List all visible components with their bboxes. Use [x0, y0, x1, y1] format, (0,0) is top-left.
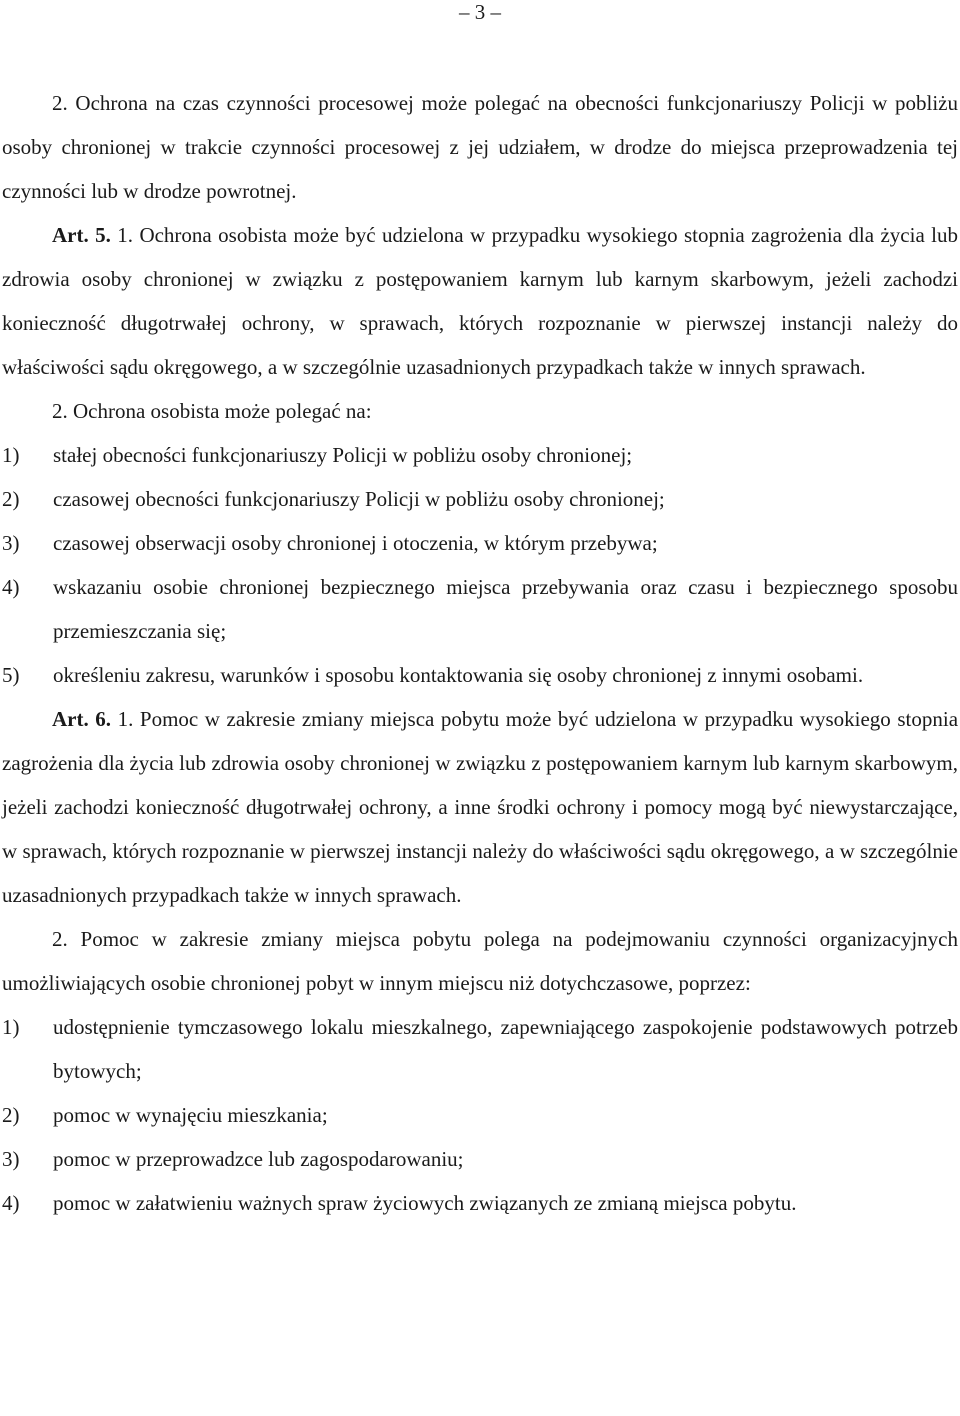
list-item-number: 3)	[2, 1147, 20, 1171]
list-item-number: 1)	[2, 1015, 20, 1039]
art6-paragraph-1	[2, 697, 958, 917]
list-item-text: stałej obecności funkcjonariuszy Policji w pobliżu osoby chronionej;	[53, 443, 633, 467]
list-item-text: udostępnienie tymczasowego lokalu mieszkalnego, zapewniającego zaspokojenie podstawowych potrzeb bytowych;	[53, 1015, 958, 1083]
list-item-text: pomoc w wynajęciu mieszkania;	[53, 1103, 328, 1127]
list-item-number: 4)	[2, 1191, 20, 1215]
art5-p1-text: 1. Ochrona osobista może być udzielona w przypadku wysokiego stopnia zagrożenia dla życia lub zdrowia osoby chronionej w związku z postępowaniem karnym lub karnym skarbowym, jeżeli zachodzi konieczność długotrwałej ochrony, w sprawach, których rozpoznanie w pierwszej instancji należy do właściwości sądu okręgowego, a w szczególnie uzasadnionych przypadkach także w innych sprawach.	[2, 223, 958, 379]
list-item-text: czasowej obserwacji osoby chronionej i otoczenia, w którym przebywa;	[53, 531, 658, 555]
art6-paragraph-2: 2. Pomoc w zakresie zmiany miejsca pobytu polega na podejmowaniu czynności organizacyjnych umożliwiających osobie chronionej pobyt w innym miejscu niż dotychczasowe, poprzez:	[2, 927, 958, 995]
document-body	[2, 81, 958, 1225]
art6-p1-text: 1. Pomoc w zakresie zmiany miejsca pobytu może być udzielona w przypadku wysokiego stopnia zagrożenia dla życia lub zdrowia osoby chronionej w związku z postępowaniem karnym lub karnym skarbowym, jeżeli zachodzi konieczność długotrwałej ochrony, a inne środki ochrony i pomocy mogą być niewystarczające, w sprawach, których rozpoznanie w pierwszej instancji należy do właściwości sądu okręgowego, a w szczególnie uzasadnionych przypadkach także w innych sprawach.	[2, 707, 959, 907]
list-item-number: 1)	[2, 443, 20, 467]
art4-paragraph-2: 2. Ochrona na czas czynności procesowej może polegać na obecności funkcjonariuszy Policji w pobliżu osoby chronionej w trakcie czynności procesowej z jej udziałem, w drodze do miejsca przeprowadzenia tej czynności lub w drodze powrotnej.	[2, 91, 958, 203]
art6-list	[2, 1005, 958, 1225]
list-item-number: 2)	[2, 487, 20, 511]
list-item-text: wskazaniu osobie chronionej bezpiecznego miejsca przebywania oraz czasu i bezpiecznego sposobu przemieszczania się;	[53, 575, 958, 643]
art6-label: Art. 6.	[52, 707, 112, 731]
art5-list	[2, 433, 958, 697]
list-item	[2, 433, 958, 477]
list-item-number: 2)	[2, 1103, 20, 1127]
list-item	[2, 1137, 958, 1181]
list-item	[2, 477, 958, 521]
art5-paragraph-2: 2. Ochrona osobista może polegać na:	[52, 399, 372, 423]
page-number: – 3 –	[459, 0, 501, 24]
list-item	[2, 521, 958, 565]
list-item	[2, 653, 958, 697]
list-item-number: 5)	[2, 663, 20, 687]
list-item-text: pomoc w przeprowadzce lub zagospodarowaniu;	[53, 1147, 464, 1171]
list-item-text: czasowej obecności funkcjonariuszy Policji w pobliżu osoby chronionej;	[53, 487, 665, 511]
list-item-number: 3)	[2, 531, 20, 555]
list-item-number: 4)	[2, 575, 20, 599]
art5-paragraph-1	[2, 213, 958, 389]
list-item	[2, 1093, 958, 1137]
list-item	[2, 1005, 958, 1093]
list-item	[2, 1181, 958, 1225]
art5-label: Art. 5.	[52, 223, 111, 247]
list-item-text: określeniu zakresu, warunków i sposobu kontaktowania się osoby chronionej z innymi osobami.	[53, 663, 864, 687]
list-item-text: pomoc w załatwieniu ważnych spraw życiowych związanych ze zmianą miejsca pobytu.	[53, 1191, 797, 1215]
list-item	[2, 565, 958, 653]
